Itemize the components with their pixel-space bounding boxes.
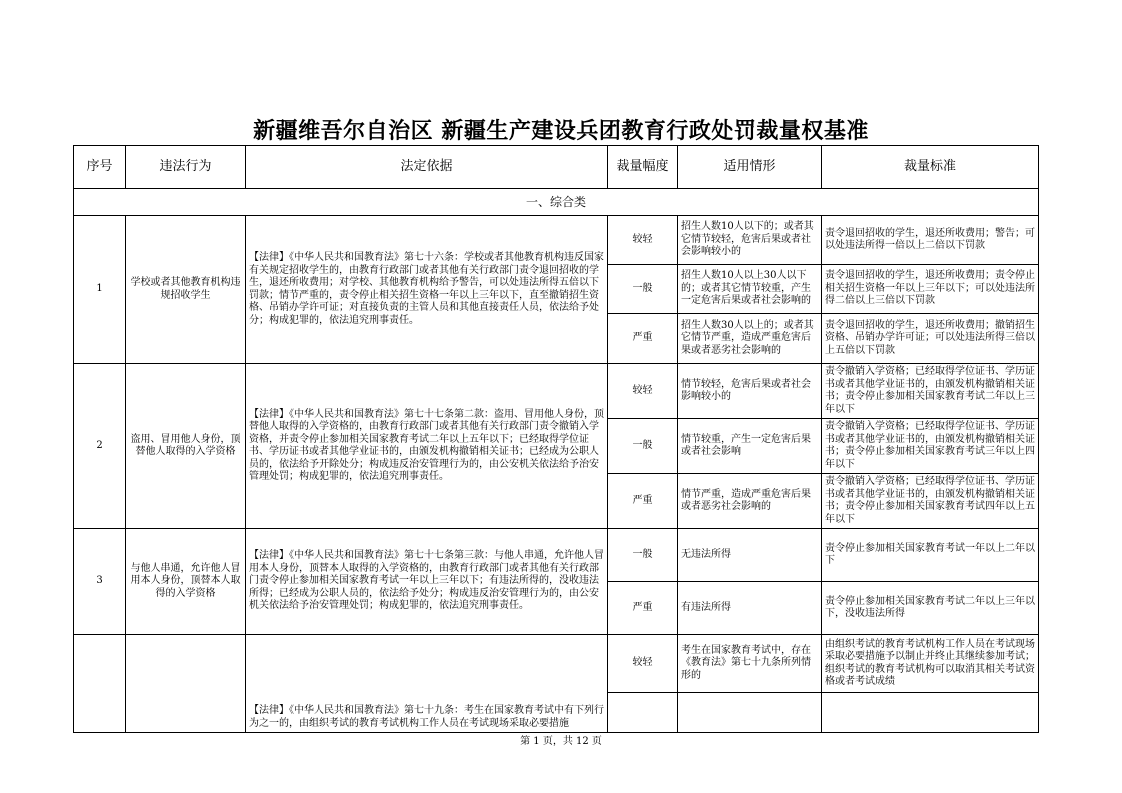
row-situation: 招生人数10人以下的；或者其它情节较轻，危害后果或者社会影响较小的 [678, 216, 822, 265]
page-footer: 第 1 页，共 12 页 [520, 736, 602, 747]
row-standard: 责令撤销入学资格；已经取得学位证书、学历证书或者其他学业证书的，由颁发机构撤销相关证书；责令停止参加相关国家教育考试四年以上五年以下 [822, 474, 1039, 529]
header-standard: 裁量标准 [822, 146, 1039, 189]
penalty-table-container [73, 145, 1038, 729]
row-standard: 责令退回招收的学生，退还所收费用；警告；可以处违法所得一倍以上二倍以下罚款 [822, 216, 1039, 265]
row-degree: 较轻 [608, 635, 678, 693]
row-standard [822, 693, 1039, 733]
header-seq: 序号 [74, 146, 126, 189]
row-standard: 责令撤销入学资格；已经取得学位证书、学历证书或者其他学业证书的，由颁发机构撤销相关证书；责令停止参加相关国家教育考试二年以上三年以下 [822, 364, 1039, 419]
table-row [74, 364, 1039, 419]
row-degree: 较轻 [608, 216, 678, 265]
row-situation: 情节严重，造成严重危害后果或者恶劣社会影响的 [678, 474, 822, 529]
row-situation: 情节较重，产生一定危害后果或者社会影响 [678, 419, 822, 474]
table-header-row [74, 146, 1039, 189]
header-behavior: 违法行为 [126, 146, 246, 189]
header-degree: 裁量幅度 [608, 146, 678, 189]
row-behavior: 与他人串通，允许他人冒用本人身份，顶替本人取得的入学资格 [126, 529, 246, 635]
table-row [74, 529, 1039, 582]
row-standard: 责令停止参加相关国家教育考试一年以上二年以下 [822, 529, 1039, 582]
row-degree: 较轻 [608, 364, 678, 419]
section-row [74, 189, 1039, 216]
page-title: 新疆维吾尔自治区 新疆生产建设兵团教育行政处罚裁量权基准 [253, 119, 869, 144]
row-degree: 一般 [608, 265, 678, 314]
row-standard: 责令停止参加相关国家教育考试二年以上三年以下，没收违法所得 [822, 582, 1039, 635]
table-row [74, 635, 1039, 693]
table-row [74, 216, 1039, 265]
row-situation: 招生人数10人以上30人以下的；或者其它情节较重，产生一定危害后果或者社会影响的 [678, 265, 822, 314]
penalty-table [73, 145, 1039, 733]
row-standard: 责令退回招收的学生，退还所收费用；撤销招生资格、吊销办学许可证；可以处违法所得三倍以上五倍以下罚款 [822, 314, 1039, 364]
row-standard: 责令撤销入学资格；已经取得学位证书、学历证书或者其他学业证书的，由颁发机构撤销相关证书；责令停止参加相关国家教育考试三年以上四年以下 [822, 419, 1039, 474]
row-situation: 情节较轻，危害后果或者社会影响较小的 [678, 364, 822, 419]
row-standard: 由组织考试的教育考试机构工作人员在考试现场采取必要措施予以制止并终止其继续参加考试；组织考试的教育考试机构可以取消其相关考试资格或者考试成绩 [822, 635, 1039, 693]
row-basis: 【法律】《中华人民共和国教育法》第七十七条第二款：盗用、冒用他人身份，顶替他人取得的入学资格的，由教育行政部门或者其他有关行政部门责令撤销入学资格，并责令停止参加相关国家教育考试二年以上五年以下；已经取得学位证书、学历证书或者其他学业证书的，由颁发机构撤销相关证书；已经成为公职人员的，依法给予开除处分；构成违反治安管理行为的，由公安机关依法给予治安管理处罚；构成犯罪的，依法追究刑事责任。 [246, 364, 608, 529]
row-basis: 【法律】《中华人民共和国教育法》第七十九条：考生在国家教育考试中有下列行为之一的，由组织考试的教育考试机构工作人员在考试现场采取必要措施 [246, 635, 608, 733]
row-situation: 考生在国家教育考试中，存在《教育法》第七十九条所列情形的 [678, 635, 822, 693]
row-standard: 责令退回招收的学生，退还所收费用；责令停止相关招生资格一年以上三年以下；可以处违法所得二倍以上三倍以下罚款 [822, 265, 1039, 314]
row-seq: 2 [74, 364, 126, 529]
row-seq [74, 635, 126, 733]
row-degree: 严重 [608, 474, 678, 529]
row-situation: 无违法所得 [678, 529, 822, 582]
row-degree: 一般 [608, 529, 678, 582]
row-behavior: 盗用、冒用他人身份，顶替他人取得的入学资格 [126, 364, 246, 529]
row-situation: 有违法所得 [678, 582, 822, 635]
row-situation [678, 693, 822, 733]
row-seq: 3 [74, 529, 126, 635]
row-degree [608, 693, 678, 733]
row-seq: 1 [74, 216, 126, 364]
row-situation: 招生人数30人以上的；或者其它情节严重，造成严重危害后果或者恶劣社会影响的 [678, 314, 822, 364]
row-behavior: 学校或者其他教育机构违规招收学生 [126, 216, 246, 364]
row-basis: 【法律】《中华人民共和国教育法》第七十七条第三款：与他人串通，允许他人冒用本人身份，顶替本人取得的入学资格的，由教育行政部门或者其他有关行政部门责令停止参加相关国家教育考试一年以上三年以下；有违法所得的，没收违法所得；已经成为公职人员的，依法给予处分；构成违反治安管理行为的，由公安机关依法给予治安管理处罚；构成犯罪的，依法追究刑事责任。 [246, 529, 608, 635]
header-situation: 适用情形 [678, 146, 822, 189]
row-degree: 严重 [608, 314, 678, 364]
row-degree: 一般 [608, 419, 678, 474]
header-basis: 法定依据 [246, 146, 608, 189]
row-behavior [126, 635, 246, 733]
row-basis: 【法律】《中华人民共和国教育法》第七十六条：学校或者其他教育机构违反国家有关规定招收学生的，由教育行政部门或者其他有关行政部门责令退回招收的学生，退还所收费用；对学校、其他教育机构给予警告，可以处违法所得五倍以下罚款；情节严重的，责令停止相关招生资格一年以上三年以下，直至撤销招生资格、吊销办学许可证；对直接负责的主管人员和其他直接责任人员，依法给予处分；构成犯罪的，依法追究刑事责任。 [246, 216, 608, 364]
section-title: 一、综合类 [74, 189, 1039, 216]
row-degree: 严重 [608, 582, 678, 635]
